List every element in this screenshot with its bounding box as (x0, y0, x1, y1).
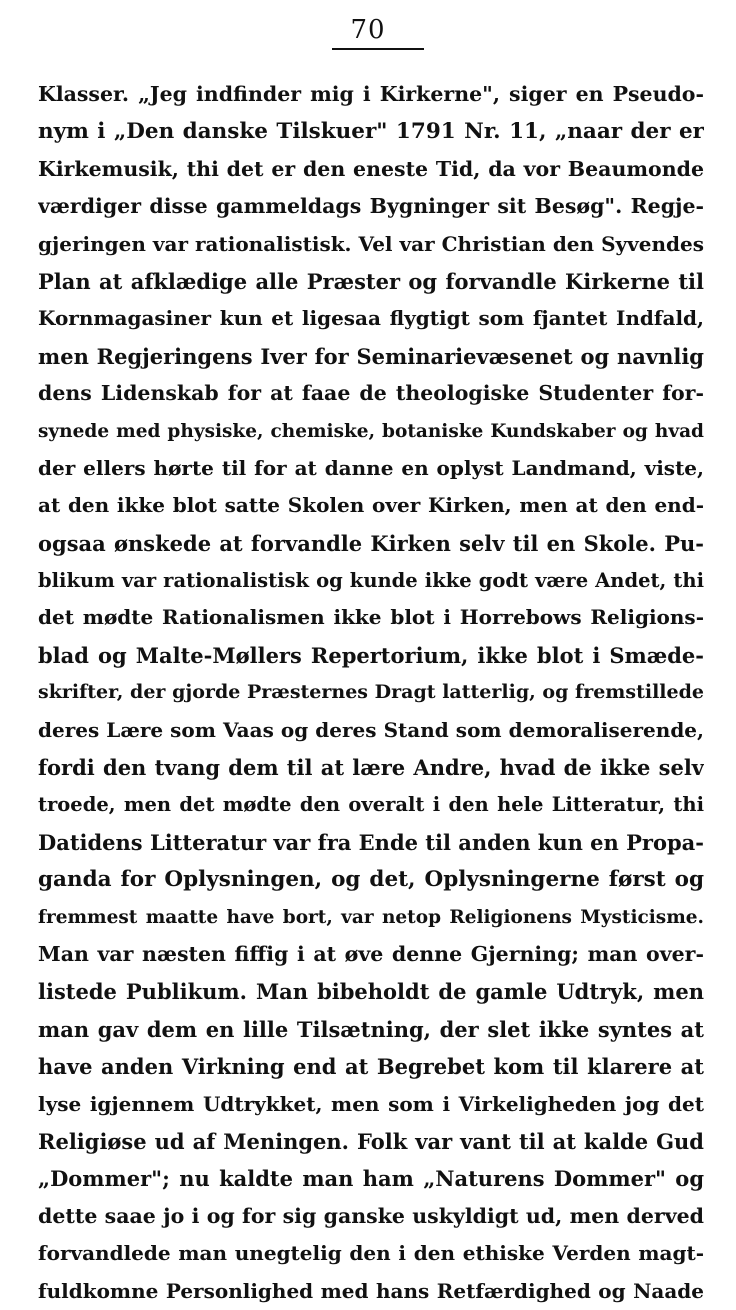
text-line: gjeringen var rationalistisk. Vel var Christian den Syvendes (38, 231, 704, 256)
text-line: ganda for Oplysningen, og det, Oplysningerne først og (38, 867, 704, 893)
text-line: fuldkomne Personlighed med hans Retfærdighed og Naade (38, 1278, 704, 1303)
text-line: fordi den tvang dem til at lære Andre, hvad de ikke selv (38, 755, 704, 781)
text-line: blikum var rationalistisk og kunde ikke godt være Andet, thi (38, 569, 704, 593)
text-line: Datidens Litteratur var fra Ende til anden kun en Propa- (38, 829, 704, 855)
page-number: 70 (350, 15, 386, 45)
text-line: troede, men det mødte den overalt i den hele Litteratur, thi (38, 793, 704, 817)
text-line: skrifter, der gjorde Præsternes Dragt latterlig, og fremstillede (38, 681, 704, 704)
text-line: Kornmagasiner kun et ligesaa flygtigt som fjantet Indfald, (38, 306, 704, 331)
text-line: forvandlede man unegtelig den i den ethiske Verden magt- (38, 1241, 704, 1266)
text-line: deres Lære som Vaas og deres Stand som demoraliserende, (38, 717, 704, 742)
text-line: at den ikke blot satte Skolen over Kirken, men at den end- (38, 493, 704, 518)
page-number-rule (332, 48, 424, 50)
text-line: dens Lidenskab for at faae de theologiske Studenter for- (38, 381, 704, 406)
text-line: Klasser. „Jeg indfinder mig i Kirkerne", siger en Pseudo- (38, 82, 704, 106)
text-line: man gav dem en lille Tilsætning, der slet ikke syntes at (38, 1016, 704, 1042)
text-line: synede med physiske, chemiske, botaniske Kundskaber og hvad (38, 420, 704, 442)
text-line: der ellers hørte til for at danne en oplyst Landmand, viste, (38, 455, 704, 480)
text-line: dette saae jo i og for sig ganske uskyldigt ud, men derved (38, 1203, 704, 1228)
text-line: men Regjeringens Iver for Seminarievæsenet og navnlig (38, 343, 704, 369)
text-line: blad og Malte-Møllers Repertorium, ikke blot i Smæde- (38, 642, 704, 668)
text-line: Religiøse ud af Meningen. Folk var vant til at kalde Gud (38, 1128, 704, 1154)
text-line: fremmest maatte have bort, var netop Religionens Mysticisme. (38, 906, 704, 928)
text-line: Man var næsten fiffig i at øve denne Gjerning; man over- (38, 941, 704, 966)
text-line: Plan at afklædige alle Præster og forvandle Kirkerne til (38, 268, 704, 294)
text-line: listede Publikum. Man bibeholdt de gamle Udtryk, men (38, 979, 704, 1005)
text-line: værdiger disse gammeldags Bygninger sit Besøg". Regje- (38, 194, 704, 219)
text-line: Kirkemusik, thi det er den eneste Tid, da vor Beaumonde (38, 156, 704, 181)
text-line: lyse igjennem Udtrykket, men som i Virkeligheden jog det (38, 1091, 704, 1116)
body-text (38, 76, 704, 1310)
text-line: det mødte Rationalismen ikke blot i Horrebows Religions- (38, 605, 704, 630)
text-line: „Dommer"; nu kaldte man ham „Naturens Dommer" og (38, 1166, 704, 1192)
text-line: have anden Virkning end at Begrebet kom til klarere at (38, 1054, 704, 1080)
text-line: ogsaa ønskede at forvandle Kirken selv til en Skole. Pu- (38, 530, 704, 556)
text-line: nym i „Den danske Tilskuer" 1791 Nr. 11, „naar der er (38, 119, 704, 145)
